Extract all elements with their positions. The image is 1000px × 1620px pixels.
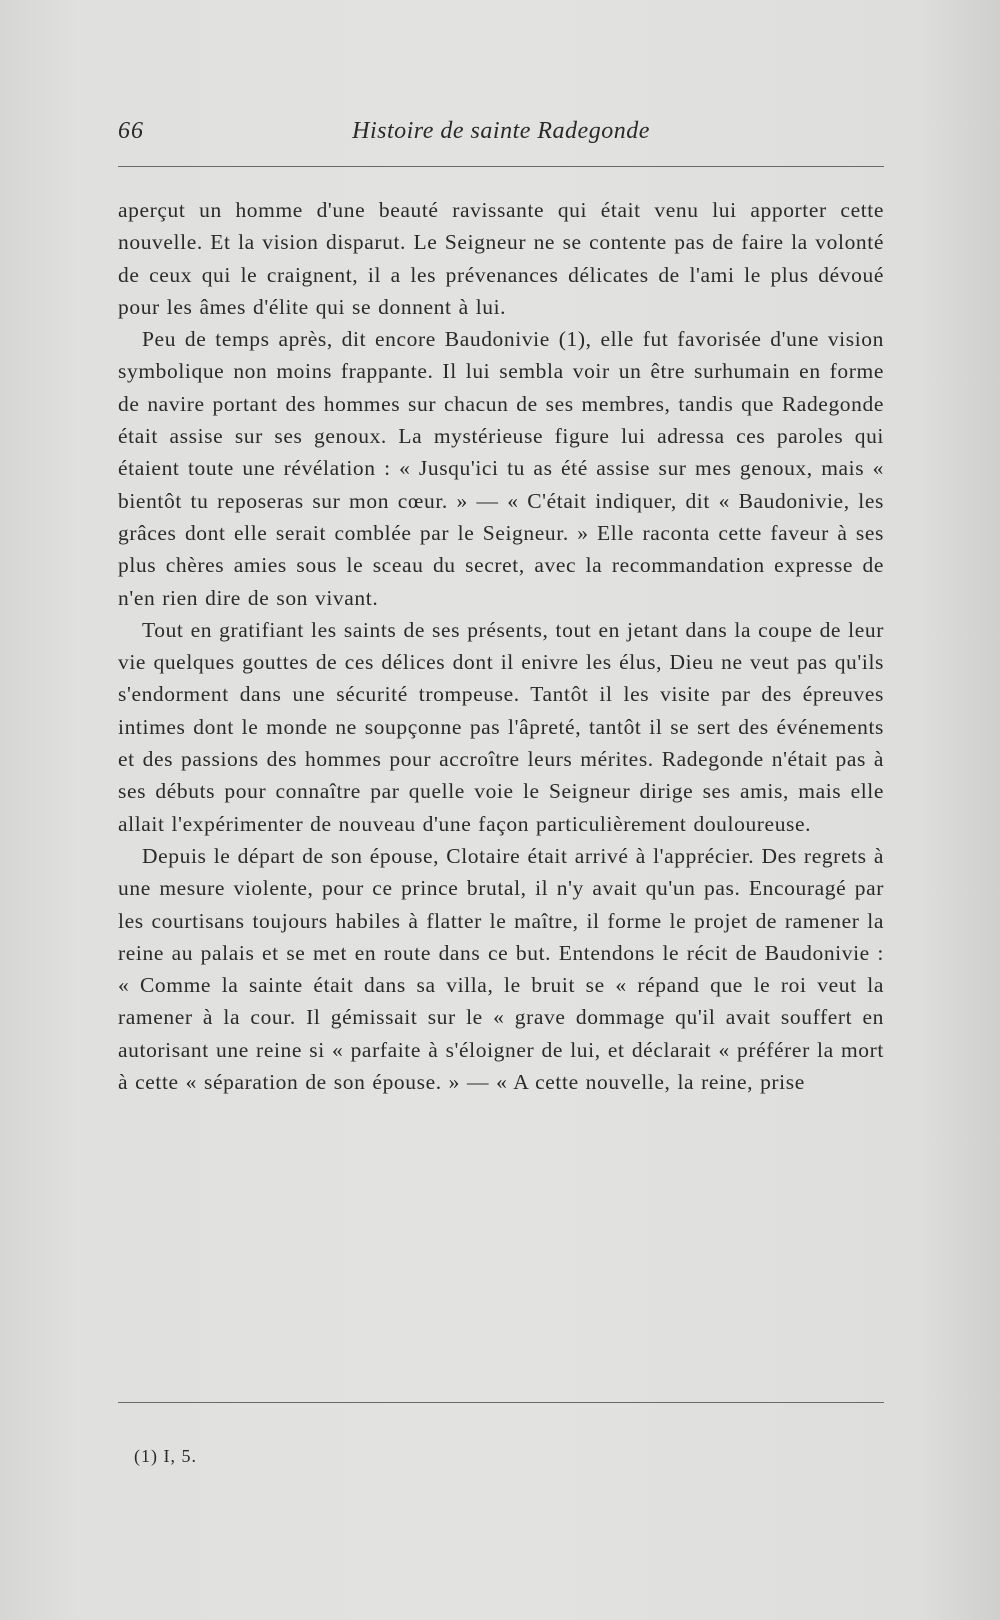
page-number: 66 — [118, 118, 144, 144]
paragraph: Tout en gratifiant les saints de ses présents, tout en jetant dans la coupe de leur vie quelques gouttes de ces délices dont il enivre les élus, Dieu ne veut pas qu'ils s'endorment dans une sécurité trompeuse. Tantôt il les visite par des épreuves intimes dont le monde ne soupçonne pas l'âpreté, tantôt il se sert des événements et des passions des hommes pour accroître leurs mérites. Radegonde n'était pas à ses débuts pour connaître par quelle voie le Seigneur dirige ses amis, mais elle allait l'expérimenter de nouveau d'une façon particulièrement douloureuse. — [118, 617, 884, 836]
footnote: (1) I, 5. — [134, 1446, 197, 1466]
body-text — [118, 194, 884, 1098]
page-header — [118, 112, 884, 152]
header-rule — [118, 166, 884, 167]
running-title: Histoire de sainte Radegonde — [352, 118, 650, 144]
paragraph: Peu de temps après, dit encore Baudonivie (1), elle fut favorisée d'une vision symbolique non moins frappante. Il lui sembla voir un être surhumain en forme de navire portant des hommes sur chacun de ses membres, tandis que Radegonde était assise sur ses genoux. La mystérieuse figure lui adressa ces paroles qui étaient toute une révélation : « Jusqu'ici tu as été assise sur mes genoux, mais « bientôt tu reposeras sur mon cœur. » — « C'était indiquer, dit « Baudonivie, les grâces dont elle serait comblée par le Seigneur. » Elle raconta cette faveur à ses plus chères amies sous le sceau du secret, avec la recommandation expresse de n'en rien dire de son vivant. — [118, 327, 884, 610]
footnote-rule — [118, 1402, 884, 1403]
paragraph: aperçut un homme d'une beauté ravissante qui était venu lui apporter cette nouvelle. Et la vision disparut. Le Seigneur ne se contente pas de faire la volonté de ceux qui le craignent, il a les prévenances délicates de l'ami le plus dévoué pour les âmes d'élite qui se donnent à lui. — [118, 198, 884, 319]
paragraph: Depuis le départ de son épouse, Clotaire était arrivé à l'apprécier. Des regrets à une mesure violente, pour ce prince brutal, il n'y avait qu'un pas. Encouragé par les courtisans toujours habiles à flatter le maître, il forme le projet de ramener la reine au palais et se met en route dans ce but. Entendons le récit de Baudonivie : « Comme la sainte était dans sa villa, le bruit se « répand que le roi veut la ramener à la cour. Il gémissait sur le « grave dommage qu'il avait souffert en autorisant une reine si « parfaite à s'éloigner de lui, et déclarait « préférer la mort à cette « séparation de son épouse. » — « A cette nouvelle, la reine, prise — [118, 843, 884, 1095]
